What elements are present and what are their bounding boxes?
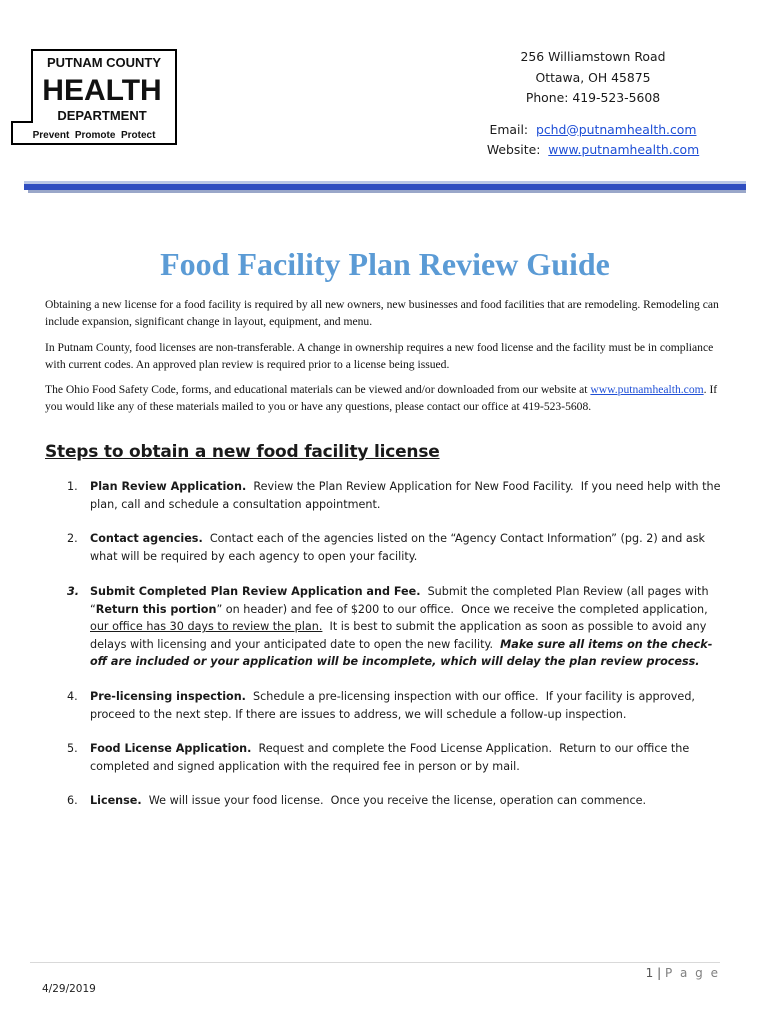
intro-p3-text-b: . If you would like any of these materials mailed to you or have any questions, please contact our office at 419-523-5608.: [45, 383, 718, 414]
step-label: Plan Review Application.: [90, 480, 247, 493]
website-link[interactable]: www.putnamhealth.com: [548, 142, 700, 157]
header-rule: [24, 181, 746, 195]
website-label: Website:: [486, 142, 549, 157]
logo-tagline: Prevent Promote Protect: [32, 130, 156, 141]
logo-line3: DEPARTMENT: [57, 108, 147, 123]
step-5: [67, 740, 727, 775]
step-label: Submit Completed Plan Review Application and Fee.: [90, 585, 421, 598]
step-text: Contact each of the agencies listed on the “Agency Contact Information” (pg. 2) and ask what will be required by each agency to open your facility.: [90, 532, 709, 563]
step-label: Pre-licensing inspection.: [90, 690, 246, 703]
step-text: Review the Plan Review Application for New Food Facility. If you need help with the plan, call and schedule a consultation appointment.: [90, 480, 725, 511]
address-line1: 256 Williamstown Road: [520, 49, 666, 64]
step-1: [67, 478, 727, 513]
step-4: [67, 688, 727, 723]
step-text: We will issue your food license. Once you receive the license, operation can commence.: [141, 794, 647, 807]
step-6: [67, 792, 727, 810]
step-2: [67, 530, 727, 565]
intro-paragraph-2: In Putnam County, food licenses are non-transferable. A change in ownership requires a new food license and the facility must be in compliance with current codes. An approved plan review is required prior to a license being issued.: [45, 341, 714, 372]
website-row: [468, 140, 718, 161]
step-text-b: ” on header) and fee of $200 to our office. Once we receive the completed application,: [216, 602, 712, 616]
step-number: 2.: [67, 532, 78, 545]
page-label: P a g e: [664, 966, 720, 980]
step-number: 1.: [67, 480, 78, 493]
step-text-a: Submit the completed Plan Review (all pages with “: [90, 585, 713, 616]
intro-paragraph-1: Obtaining a new license for a food facility is required by all new owners, new businesses and food facilities that are remodeling. Remodeling can include expansion, significant change in layout, equipment, and menu.: [45, 298, 719, 329]
step-text: Request and complete the Food License Application. Return to our office the completed and signed application with the required fee in person or by mail.: [90, 742, 693, 773]
step-text-bold: Return this portion: [95, 602, 217, 616]
step-3: [67, 583, 727, 671]
step-label: License.: [90, 794, 142, 807]
page-title: Food Facility Plan Review Guide: [160, 246, 610, 282]
email-row: [468, 120, 718, 141]
step-label: Contact agencies.: [90, 532, 203, 545]
intro-p3-text-a: The Ohio Food Safety Code, forms, and educational materials can be viewed and/or downloaded from our website at: [45, 383, 591, 396]
footer-rule: [30, 962, 720, 963]
page-separator: |: [653, 966, 665, 980]
page-number-value: 1: [645, 966, 654, 980]
step-label: Food License Application.: [90, 742, 252, 755]
step-number: 4.: [67, 690, 78, 703]
step-text-c: It is best to submit the application as soon as possible to avoid any delays with licensing and your anticipated date to open the new facility.: [90, 620, 710, 651]
page-number: [600, 966, 720, 980]
contact-info: [468, 47, 718, 161]
steps-heading: Steps to obtain a new food facility license: [45, 442, 440, 462]
intro-website-link[interactable]: www.putnamhealth.com: [590, 383, 704, 396]
email-link[interactable]: pchd@putnamhealth.com: [535, 121, 697, 137]
address-line2: Ottawa, OH 45875: [535, 69, 651, 85]
logo-line1: PUTNAM COUNTY: [46, 55, 162, 70]
step-number: 6.: [67, 794, 78, 807]
email-label: Email:: [489, 121, 536, 137]
step-number: 3.: [67, 585, 80, 598]
footer-date: 4/29/2019: [42, 983, 96, 995]
logo-line2: HEALTH: [42, 74, 162, 107]
step-text-emphasis: Make sure all items on the check-off are included or your application will be incomplete, which will delay the plan review process.: [90, 637, 713, 669]
step-text-underlined: our office has 30 days to review the plan.: [90, 620, 323, 634]
step-text: Schedule a pre-licensing inspection with our office. If your facility is approved, proceed to the next step. If there are issues to address, we will schedule a follow-up inspection.: [90, 690, 699, 721]
phone: Phone: 419-523-5608: [525, 90, 661, 105]
step-number: 5.: [67, 742, 78, 755]
health-department-logo: [10, 48, 178, 146]
intro-paragraph-3: [45, 381, 735, 416]
